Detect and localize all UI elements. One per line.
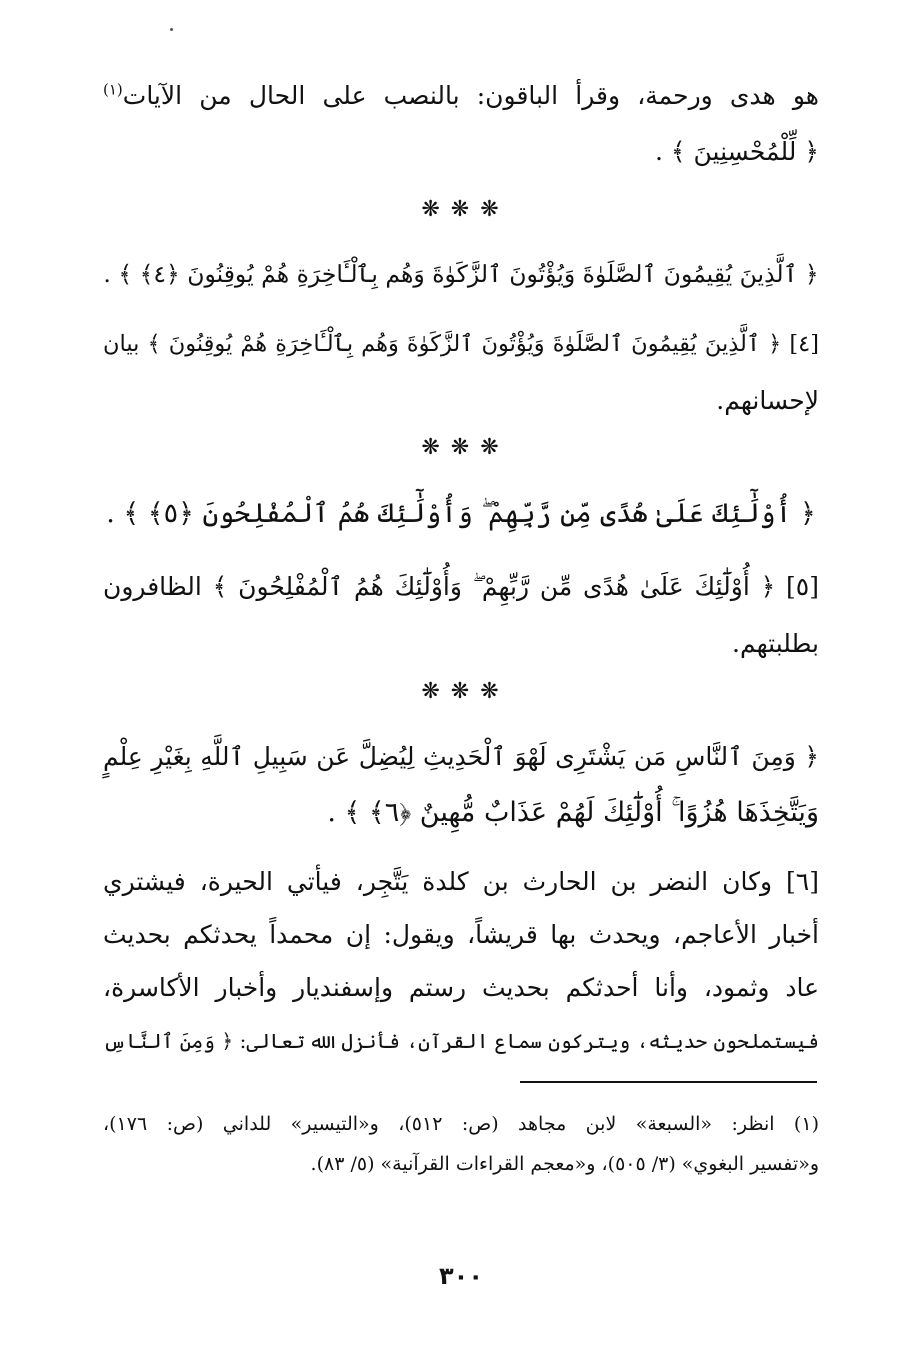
section-separator-3: ❋ ❋ ❋ bbox=[421, 679, 501, 704]
footnote-divider bbox=[520, 1081, 817, 1083]
text-line-1-text: هو هدى ورحمة، وقرأ الباقون: بالنصب على الحال من الآيات bbox=[122, 81, 819, 110]
text-line-1 bbox=[103, 76, 819, 116]
verse-6-line-2: وَيَتَّخِذَهَا هُزُوًا ۚ أُوْلَٰٓئِكَ لَهُمْ عَذَابٌ مُّهِينٌ ﴿٦﴾ ﴾ . bbox=[327, 797, 819, 828]
section-separator-2: ❋ ❋ ❋ bbox=[421, 435, 501, 460]
footnote-line-2: و«تفسير البغوي» (٣/ ٥٠٥)، و«معجم القراءات القرآنية» (٥/ ٨٣). bbox=[310, 1153, 819, 1175]
text-line-2: ﴿ لِّلْمُحْسِنِينَ ﴾ . bbox=[655, 137, 819, 166]
commentary-5-line-1: [٥] ﴿ أُوْلَٰٓئِكَ عَلَىٰ هُدًى مِّن رَّبِّهِمْ ۖ وَأُوْلَٰٓئِكَ هُمُ ٱلْمُفْلِحُونَ ﴾ الظافرون bbox=[103, 572, 819, 601]
verse-4: ﴿ ٱلَّذِينَ يُقِيمُونَ ٱلصَّلَوٰةَ وَيُؤْتُونَ ٱلزَّكَوٰةَ وَهُم بِٱلْـَٔاخِرَةِ هُمْ يُوقِنُونَ ﴿٤﴾ ﴾ . bbox=[103, 260, 819, 288]
commentary-6-line-1: [٦] وكان النضر بن الحارث بن كلدة يَتَّجِر، فيأتي الحيرة، فيشتري bbox=[103, 867, 819, 896]
scan-speck bbox=[170, 28, 173, 31]
footnote-marker: (١) bbox=[103, 80, 123, 99]
verse-5: ﴿ أُوْلَٰٓئِكَ عَلَىٰ هُدًى مِّن رَّبِّهِمْ ۖ وَأُوْلَٰٓئِكَ هُمُ ٱلْمُفْلِحُونَ ﴿٥﴾ ﴾ . bbox=[106, 498, 816, 529]
commentary-6-line-3: عاد وثمود، وأنا أحدثكم بحديث رستم وإسفنديار وأخبار الأكاسرة، bbox=[103, 973, 819, 1002]
footnote-line-1: (١) انظر: «السبعة» لابن مجاهد (ص: ٥١٢)، و«التيسير» للداني (ص: ١٧٦)، bbox=[103, 1113, 819, 1135]
page-number: ٣٠٠ bbox=[439, 1262, 483, 1290]
commentary-6-line-4: فيستملحون حديثه، ويتركون سماع القرآن، فأنزل الله تعالى: ﴿ وَمِنَ ٱلنَّاسِ bbox=[103, 1029, 819, 1053]
commentary-4-line-1: [٤] ﴿ ٱلَّذِينَ يُقِيمُونَ ٱلصَّلَوٰةَ وَيُؤْتُونَ ٱلزَّكَوٰةَ وَهُم بِٱلْـَٔاخِرَةِ هُمْ يُوقِنُونَ ﴾ بيان bbox=[103, 331, 819, 357]
verse-6-line-1: ﴿ وَمِنَ ٱلنَّاسِ مَن يَشْتَرِى لَهْوَ ٱلْحَدِيثِ لِيُضِلَّ عَن سَبِيلِ ٱللَّهِ بِغَيْرِ عِلْمٍ bbox=[103, 742, 819, 771]
commentary-4-line-2: لإحسانهم. bbox=[716, 386, 819, 415]
section-separator-1: ❋ ❋ ❋ bbox=[421, 197, 501, 222]
commentary-5-line-2: بطلبتهم. bbox=[732, 629, 819, 658]
commentary-6-line-2: أخبار الأعاجم، ويحدث بها قريشاً، ويقول: إن محمداً يحدثكم بحديث bbox=[103, 920, 819, 949]
